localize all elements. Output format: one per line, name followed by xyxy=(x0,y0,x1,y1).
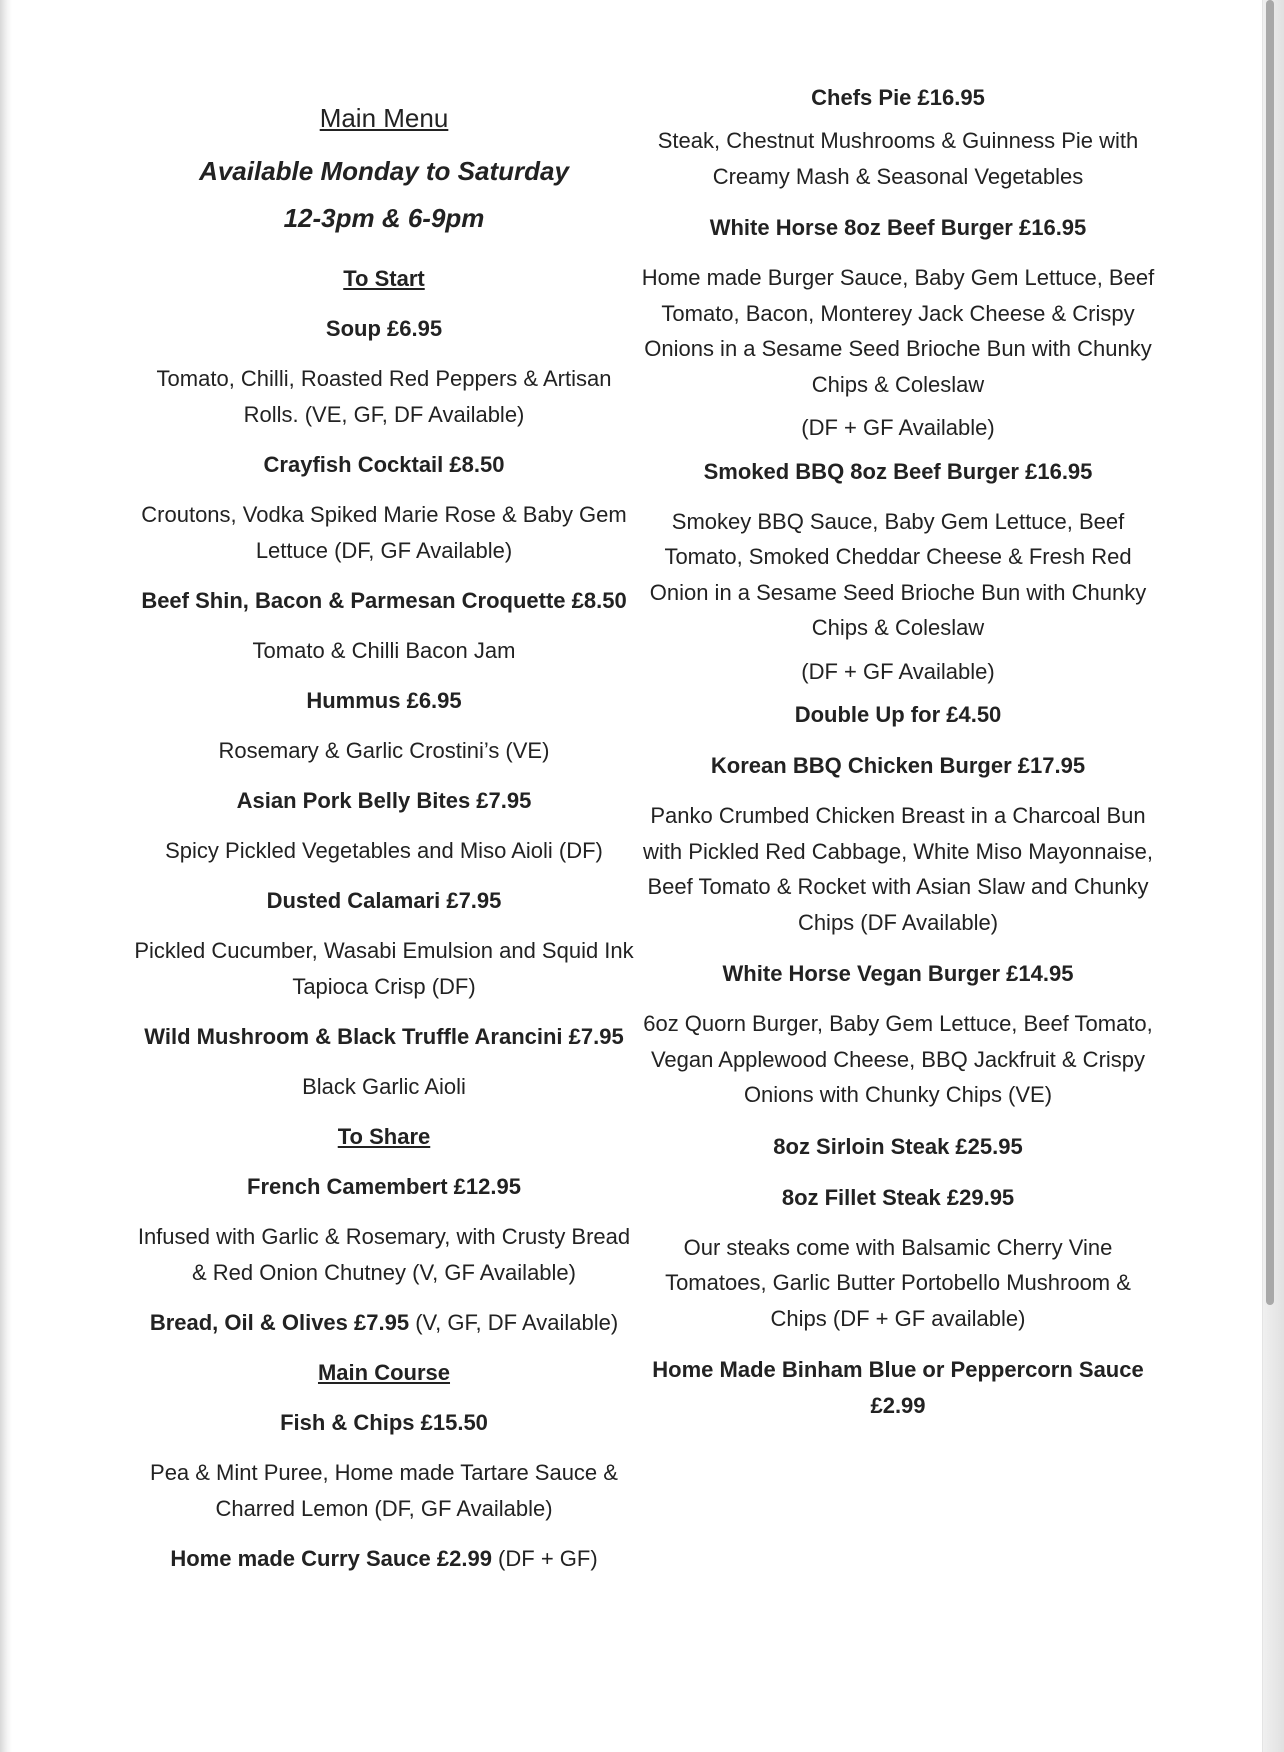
item-pork-belly: Asian Pork Belly Bites £7.95 xyxy=(236,788,532,813)
item-pork-belly-desc: Spicy Pickled Vegetables and Miso Aioli (DF) xyxy=(165,838,603,863)
page-left-shadow xyxy=(0,0,12,1752)
item-soup: Soup £6.95 xyxy=(325,316,443,341)
item-steak-sauce: Home Made Binham Blue or Peppercorn Sauce £2.99 xyxy=(652,1357,1144,1418)
item-soup-desc: Tomato, Chilli, Roasted Red Peppers & Artisan Rolls. (VE, GF, DF Available) xyxy=(156,366,612,427)
menu-left-column xyxy=(128,98,640,1584)
item-camembert-desc: Infused with Garlic & Rosemary, with Crusty Bread & Red Onion Chutney (V, GF Available) xyxy=(137,1224,631,1285)
item-white-horse-burger-desc: Home made Burger Sauce, Baby Gem Lettuce, Beef Tomato, Bacon, Monterey Jack Cheese & Crispy Onions in a Sesame Seed Brioche Bun with Chunky Chips & Coleslaw xyxy=(641,265,1155,397)
item-bread-olives xyxy=(128,1298,640,1348)
item-double-up: Double Up for £4.50 xyxy=(794,702,1002,727)
item-bbq-burger: Smoked BBQ 8oz Beef Burger £16.95 xyxy=(703,458,1093,484)
item-bread-olives-name: Bread, Oil & Olives £7.95 xyxy=(149,1310,410,1335)
item-bbq-burger-avail: (DF + GF Available) xyxy=(801,658,995,684)
item-curry-sauce-name: Home made Curry Sauce £2.99 xyxy=(170,1546,492,1571)
scrollbar-thumb[interactable] xyxy=(1266,0,1274,1305)
item-calamari: Dusted Calamari £7.95 xyxy=(266,888,502,913)
item-korean-burger: Korean BBQ Chicken Burger £17.95 xyxy=(710,753,1086,778)
item-arancini-desc: Black Garlic Aioli xyxy=(302,1074,466,1099)
section-heading-to-start: To Start xyxy=(343,266,425,291)
section-heading-to-share: To Share xyxy=(337,1124,431,1149)
item-sirloin-steak: 8oz Sirloin Steak £25.95 xyxy=(773,1133,1023,1159)
item-white-horse-burger-avail: (DF + GF Available) xyxy=(801,415,995,440)
item-vegan-burger-desc: 6oz Quorn Burger, Baby Gem Lettuce, Beef Tomato, Vegan Applewood Cheese, BBQ Jackfruit & Crispy Onions with Chunky Chips (VE) xyxy=(643,1011,1153,1107)
item-bread-olives-note: (V, GF, DF Available) xyxy=(409,1310,619,1335)
item-vegan-burger: White Horse Vegan Burger £14.95 xyxy=(722,961,1074,986)
item-curry-sauce-note: (DF + GF) xyxy=(491,1546,598,1571)
item-korean-burger-desc: Panko Crumbed Chicken Breast in a Charcoal Bun with Pickled Red Cabbage, White Miso Mayonnaise, Beef Tomato & Rocket with Asian Slaw and Chunky Chips (DF Available) xyxy=(643,803,1153,935)
item-white-horse-burger: White Horse 8oz Beef Burger £16.95 xyxy=(709,215,1087,240)
item-curry-sauce xyxy=(128,1534,640,1584)
steak-desc: Our steaks come with Balsamic Cherry Vine Tomatoes, Garlic Butter Portobello Mushroom & Chips (DF + GF available) xyxy=(665,1234,1131,1331)
item-fish-chips-desc: Pea & Mint Puree, Home made Tartare Sauce & Charred Lemon (DF, GF Available) xyxy=(150,1460,618,1521)
item-crayfish: Crayfish Cocktail £8.50 xyxy=(263,452,505,477)
item-fish-chips: Fish & Chips £15.50 xyxy=(280,1410,488,1435)
item-crayfish-desc: Croutons, Vodka Spiked Marie Rose & Baby Gem Lettuce (DF, GF Available) xyxy=(141,502,627,563)
availability-days: Available Monday to Saturday xyxy=(199,156,569,186)
item-croquette-desc: Tomato & Chilli Bacon Jam xyxy=(252,638,516,663)
menu-right-column xyxy=(640,85,1156,1423)
item-arancini: Wild Mushroom & Black Truffle Arancini £7.95 xyxy=(144,1024,624,1049)
item-hummus-desc: Rosemary & Garlic Crostini’s (VE) xyxy=(218,738,550,763)
availability-hours: 12-3pm & 6-9pm xyxy=(283,203,485,233)
menu-title: Main Menu xyxy=(319,103,449,133)
section-heading-main-course: Main Course xyxy=(317,1360,451,1385)
item-calamari-desc: Pickled Cucumber, Wasabi Emulsion and Squid Ink Tapioca Crisp (DF) xyxy=(134,938,634,999)
item-croquette: Beef Shin, Bacon & Parmesan Croquette £8.50 xyxy=(141,588,627,613)
item-bbq-burger-desc: Smokey BBQ Sauce, Baby Gem Lettuce, Beef Tomato, Smoked Cheddar Cheese & Fresh Red Onion in a Sesame Seed Brioche Bun with Chunky Chips & Coleslaw xyxy=(649,508,1147,640)
item-chefs-pie: Chefs Pie £16.95 xyxy=(811,85,985,110)
item-camembert: French Camembert £12.95 xyxy=(247,1174,521,1199)
item-hummus: Hummus £6.95 xyxy=(306,688,462,713)
item-fillet-steak: 8oz Fillet Steak £29.95 xyxy=(781,1184,1015,1210)
item-chefs-pie-desc: Steak, Chestnut Mushrooms & Guinness Pie with Creamy Mash & Seasonal Vegetables xyxy=(657,128,1139,189)
